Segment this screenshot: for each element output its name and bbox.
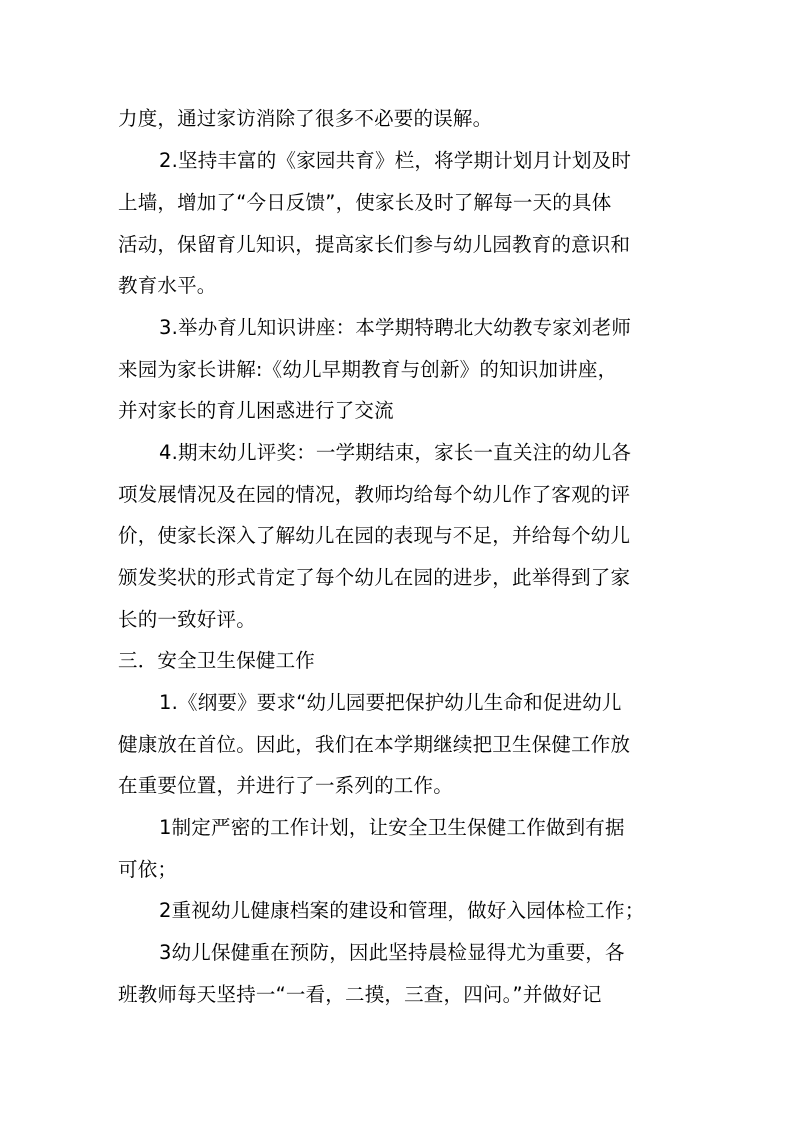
text-line-6: 3.举办育儿知识讲座：本学期特聘北大幼教专家刘老师 (159, 316, 632, 339)
section-heading: 三．安全卫生保健工作 (118, 649, 316, 672)
text-line-11: 价，使家长深入了解幼儿在园的表现与不足，并给每个幼儿 (118, 524, 631, 547)
text-line-7: 来园为家长讲解:《幼儿早期教育与创新》的知识加讲座， (118, 358, 618, 381)
text-line-8: 并对家长的育儿困惑进行了交流 (118, 399, 394, 422)
text-line-18: 1制定严密的工作计划，让安全卫生保健工作做到有据 (159, 816, 625, 839)
text-line-20: 2重视幼儿健康档案的建设和管理，做好入园体检工作； (159, 899, 645, 922)
text-line-1: 力度，通过家访消除了很多不必要的误解。 (118, 107, 493, 130)
text-line-12: 颁发奖状的形式肯定了每个幼儿在园的进步，此举得到了家 (118, 566, 631, 589)
text-line-13: 长的一致好评。 (118, 608, 256, 631)
text-line-9: 4.期末幼儿评奖：一学期结束，家长一直关注的幼儿各 (159, 441, 632, 464)
text-line-16: 健康放在首位。因此，我们在本学期继续把卫生保健工作放 (118, 733, 631, 756)
text-line-3: 上墙，增加了“今日反馈”，使家长及时了解每一天的具体 (118, 191, 612, 214)
text-line-17: 在重要位置，并进行了一系列的工作。 (118, 774, 453, 797)
text-line-15: 1.《纲要》要求“幼儿园要把保护幼儿生命和促进幼儿 (159, 691, 622, 714)
text-line-2: 2.坚持丰富的《家园共育》栏，将学期计划月计划及时 (159, 149, 632, 172)
text-line-4: 活动，保留育儿知识，提高家长们参与幼儿园教育的意识和 (118, 233, 631, 256)
text-line-22: 班教师每天坚持一“一看，二摸，三查，四问。”并做好记 (118, 983, 602, 1006)
text-line-19: 可依； (118, 858, 178, 881)
text-line-10: 项发展情况及在园的情况，教师均给每个幼儿作了客观的评 (118, 483, 631, 506)
text-line-21: 3幼儿保健重在预防，因此坚持晨检显得尤为重要，各 (159, 941, 625, 964)
text-line-5: 教育水平。 (118, 274, 217, 297)
